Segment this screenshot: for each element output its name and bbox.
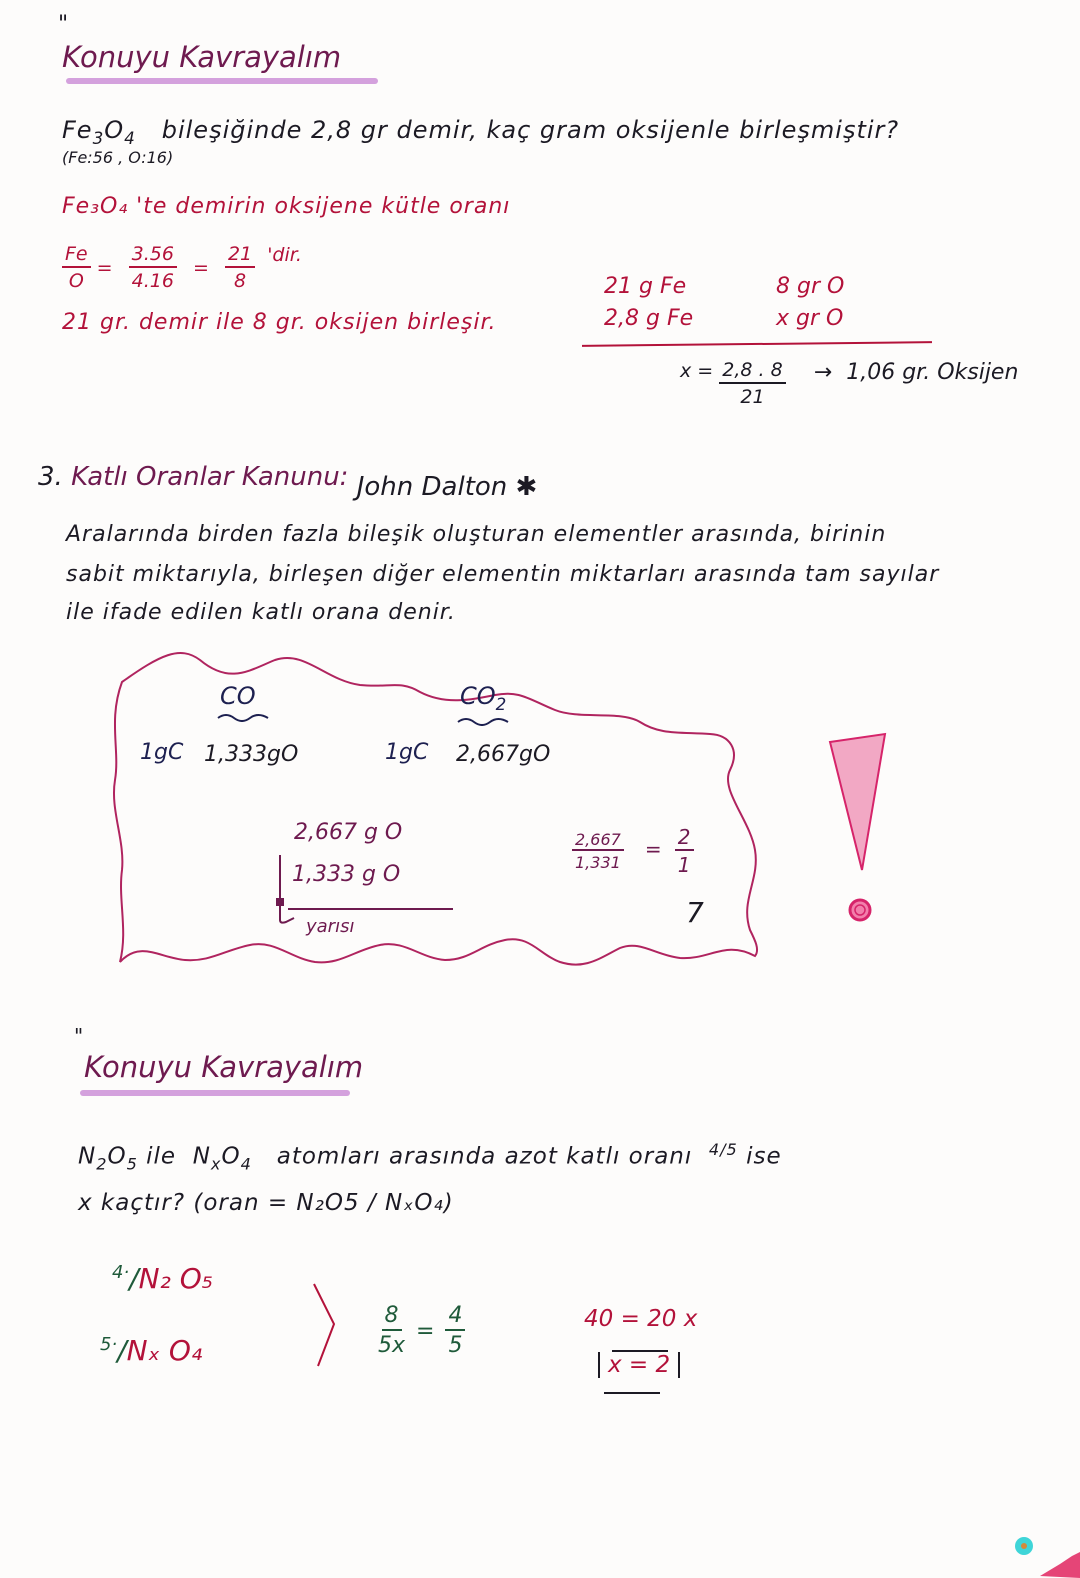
equals: = [644, 837, 662, 861]
equals: = [416, 1318, 435, 1344]
numerator: 2,8 . 8 [719, 360, 785, 384]
denominator: 21 [740, 385, 765, 408]
subscript: 2 [96, 1154, 108, 1174]
denominator: 5x [378, 1333, 406, 1359]
fraction-fe-o [62, 244, 91, 293]
question-body: bileşiğinde 2,8 gr demir, kaç gram oksijenle birleşmiştir? [161, 116, 900, 144]
denominator: 5 [448, 1333, 463, 1359]
proportion-row-2-left: 2,8 g Fe [604, 306, 694, 331]
formula: O [107, 1143, 127, 1170]
text: ise [746, 1143, 782, 1170]
eq-rhs [445, 1304, 465, 1360]
bracket-arrow-icon [270, 850, 300, 930]
compound-co-formula: CO [220, 682, 256, 710]
co2-carbon-mass: 1gC [385, 740, 429, 765]
work-row-1 [112, 1262, 213, 1295]
subscript: 4 [124, 127, 136, 148]
compound-co2-formula [460, 682, 506, 714]
text: ile [146, 1143, 177, 1170]
highlighter-underline [66, 78, 378, 84]
law-title: Katlı Oranlar Kanunu: [71, 462, 349, 492]
question-text [62, 116, 899, 148]
formula: N [192, 1143, 211, 1170]
ratio-equation: $\frac{Fe}{O}$ = $\frac{3.56}{4.16}$ = $\frac{21}{8}$ 'dir. [62, 244, 302, 293]
subscript: 4 [240, 1154, 252, 1174]
combination-statement: 21 gr. demir ile 8 gr. oksijen birleşir. [62, 310, 497, 335]
section-heading-1: Konuyu Kavrayalım [62, 40, 342, 74]
co2-oxygen-mass: 2,667gO [456, 742, 551, 767]
numerator: 2 [675, 826, 694, 851]
comparison-bottom: 1,333 g O [292, 862, 401, 887]
formula: N₂ O₅ [138, 1262, 213, 1295]
work-answer: x = 2 [598, 1352, 680, 1378]
section-number: 3. [38, 462, 63, 492]
denominator: 1 [677, 853, 691, 877]
slash: / [117, 1334, 127, 1367]
fraction-mass [129, 244, 177, 293]
solution-fraction [719, 360, 785, 409]
section-3-title [38, 462, 538, 502]
wavy-underline [456, 716, 512, 726]
brace-icon [310, 1280, 340, 1370]
fraction-result [225, 244, 255, 293]
proportion-rule [582, 341, 932, 347]
denominator: 1,331 [575, 853, 621, 873]
section-heading-2: Konuyu Kavrayalım [84, 1050, 364, 1084]
subscript: 5 [126, 1154, 138, 1174]
solution [680, 360, 1018, 409]
fraction: 4/5 [708, 1140, 738, 1159]
comparison-note: yarısı [306, 916, 355, 937]
numerator: 2,667 [572, 831, 624, 852]
star-icon: ✱ [515, 472, 538, 502]
formula: Nₓ O₄ [126, 1334, 203, 1367]
formula: Fe₃O₄ [62, 194, 129, 219]
formula-o: O [104, 116, 125, 144]
heading-mark: " [74, 1024, 84, 1048]
comparison-rule [288, 908, 453, 910]
ratio-suffix: 'dir. [267, 244, 302, 266]
highlighter-underline [80, 1090, 350, 1096]
solution-result: 1,06 gr. Oksijen [846, 360, 1019, 385]
proportion-row-2-right: x gr O [776, 306, 844, 331]
work-step: 40 = 20 x [584, 1306, 698, 1332]
comparison-top: 2,667 g O [294, 820, 403, 845]
exclamation-icon [820, 730, 900, 930]
ratio-intro-text: 'te demirin oksijene kütle oranı [136, 194, 511, 219]
denominator: 8 [234, 269, 247, 292]
denominator: 4.16 [131, 269, 174, 292]
definition-line-2: sabit miktarıyla, birleşen diğer elementin miktarları arasında tam sayılar [66, 562, 940, 587]
numerator: 21 [225, 244, 255, 268]
definition-line-3: ile ifade edilen katlı orana denir. [66, 600, 456, 625]
wavy-underline [216, 712, 272, 722]
heading-mark: " [58, 12, 69, 37]
multiplier: 4· [112, 1262, 130, 1283]
cloud-frame [100, 640, 800, 980]
x-label: x = [680, 360, 714, 382]
numerator: 8 [382, 1304, 402, 1331]
numerator: Fe [62, 244, 91, 268]
numerator: 4 [445, 1304, 465, 1331]
work-equation [378, 1304, 465, 1360]
arrow-icon: → [813, 360, 833, 385]
formula: O [221, 1143, 241, 1170]
ratio-mark: 7 [686, 896, 704, 929]
slash: / [129, 1262, 139, 1295]
co-oxygen-mass: 1,333gO [204, 742, 299, 767]
atomic-masses: (Fe:56 , O:16) [62, 148, 174, 167]
subscript: 2 [495, 693, 507, 714]
answer-underline [604, 1392, 660, 1394]
numerator: 3.56 [129, 244, 177, 268]
co-carbon-mass: 1gC [140, 740, 184, 765]
eq-lhs [378, 1304, 405, 1360]
proportion-row-1-left: 21 g Fe [604, 274, 687, 299]
scientist-name: John Dalton [356, 472, 508, 502]
subscript: x [210, 1154, 222, 1174]
answer-overline [612, 1350, 668, 1352]
work-row-2 [100, 1334, 202, 1367]
formula: CO [460, 682, 496, 710]
proportion-row-1-right: 8 gr O [776, 274, 845, 299]
corner-flower-icon [1000, 1530, 1080, 1578]
question-2-line-1 [78, 1140, 782, 1173]
formula: N [78, 1143, 97, 1170]
formula-fe: Fe [62, 116, 93, 144]
definition-line-1: Aralarında birden fazla bileşik oluşturan elementler arasında, birinin [66, 522, 887, 547]
ratio-intro [62, 194, 510, 219]
text: atomları arasında azot katlı oranı [276, 1143, 693, 1170]
multiplier: 5· [100, 1334, 118, 1355]
cloud-ratio [572, 826, 694, 877]
ratio-result [675, 826, 694, 877]
ratio-fraction [572, 831, 624, 873]
subscript: 3 [92, 127, 105, 148]
question-2-line-2: x kaçtır? (oran = N₂O5 / NₓO₄) [78, 1190, 454, 1216]
denominator: O [68, 269, 84, 292]
